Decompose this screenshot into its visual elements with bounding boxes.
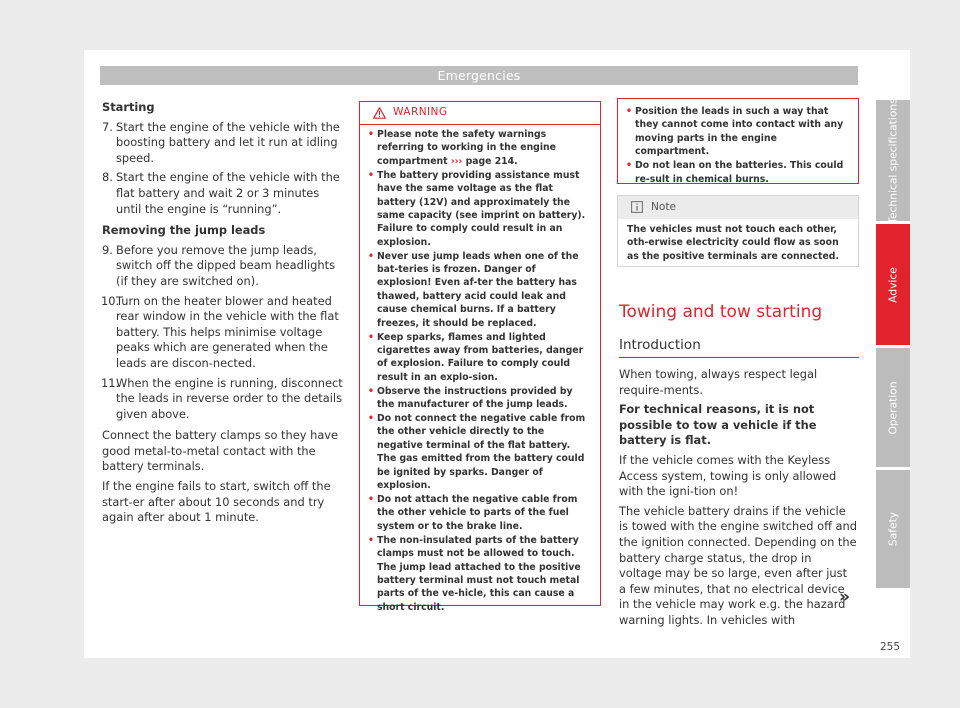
warning-item: • The non-insulated parts of the battery clamps must not be allowed to touch. The jump lead attached to the positive battery terminal must not touch metal parts of the ve-hicle, this can cause a short circuit. [368,534,592,614]
step-text: Turn on the heater blower and heated rear window in the vehicle with the flat battery. This helps minimise voltage peaks which are generated when the leads are discon-nected. [116,293,339,370]
section-subtitle: Introduction [619,337,701,353]
warning-item: • Never use jump leads when one of the bat-teries is frozen. Danger of explosion! Even af-ter the battery has thawed, battery acid could leak and cause chemical burns. If a battery freezes, it should be replaced. [368,250,592,330]
step-number: 11. [101,375,120,390]
column-towing [619,367,857,633]
note-text: The vehicles must not touch each other, oth-erwise electricity could flow as soon as the positive terminals are connected. [627,224,839,262]
page-number: 255 [880,641,901,653]
step-number: 7. [102,119,113,134]
note-box [617,195,859,267]
warning-box [359,101,601,613]
reference-arrow-icon: ››› [450,155,463,167]
warning-item: • Observe the instructions provided by the manufacturer of the jump leads. [368,385,592,412]
warning-title: WARNING [393,106,448,118]
continued-arrow-icon: » [839,587,850,607]
warning-triangle-icon [373,107,386,119]
reference-page: page 214 [462,155,515,167]
note-title: Note [651,201,677,213]
step-number: 8. [102,170,113,185]
tab-label: Operation [886,380,900,435]
list-item [102,294,344,372]
step-text: Start the engine of the vehicle with the boosting battery and let it run at idling speed. [116,119,340,165]
list-item [102,170,344,217]
warning-item: • Do not attach the negative cable from the other vehicle to parts of the fuel system or to the brake line. [368,493,592,533]
heading-removing: Removing the jump leads [102,223,266,238]
paragraph-legal: When towing, always respect legal require-ments. [619,367,818,397]
step-text: Start the engine of the vehicle with the flat battery and wait 2 or 3 minutes until the engine is “running”. [116,170,340,216]
chapter-header: Emergencies [100,66,858,85]
paragraph-flat-battery: For technical reasons, it is not possible to tow a vehicle if the battery is flat. [619,402,817,448]
warning-header [360,102,600,125]
tab-safety[interactable] [876,470,910,588]
section-title: Towing and tow starting [619,302,823,322]
warning-text: Please note the safety warnings referring to working in the engine compartment [377,129,556,167]
paragraph-clamps: Connect the battery clamps so they have good metal-to-metal contact with the battery terminals. [102,428,339,474]
info-icon [631,201,643,213]
list-item [102,376,344,423]
step-text: Before you remove the jump leads, switch off the dipped beam headlights (if they are switched on). [116,242,336,288]
column-starting [102,100,344,530]
warning-box-continued [617,98,859,184]
warning-item: • Keep sparks, flames and lighted cigarettes away from batteries, danger of explosion. Failure to comply could result in an explo-sion. [368,331,592,385]
warning-item: • The battery providing assistance must have the same voltage as the flat battery (12V) and approximately the same capacity (see imprint on battery). Failure to comply could result in an explosion. [368,169,592,249]
list-item [102,120,344,167]
warning-item: • Position the leads in such a way that they cannot come into contact with any moving parts in the engine compartment. [626,105,850,159]
list-item [102,243,344,290]
page-reference-link[interactable] [451,156,514,167]
warning-text-end: . [514,155,518,167]
tab-operation[interactable] [876,348,910,467]
tab-advice[interactable] [876,224,910,345]
paragraph-keyless: If the vehicle comes with the Keyless Access system, towing is only allowed with the igni-tion on! [619,452,837,499]
step-number: 9. [102,242,113,257]
tab-label: Technical specifications [886,97,900,224]
step-number: 10. [101,293,120,308]
step-text: When the engine is running, disconnect the leads in reverse order to the details given above. [116,375,343,421]
warning-item: • Do not lean on the batteries. This could re-sult in chemical burns. [626,159,850,186]
tab-label: Safety [886,511,900,547]
note-header [618,196,858,219]
tab-label: Advice [886,266,900,303]
paragraph-battery-drain: The vehicle battery drains if the vehicle is towed with the engine switched off and the ignition connected. Depending on the battery charge status, the drop in voltage may be so large, even after just a few minutes, that no electrical device in the vehicle may work e.g. the hazard warning lights. In vehicles with [619,503,857,627]
warning-item [368,128,592,168]
tab-technical-specifications[interactable] [876,97,910,224]
warning-body [360,125,600,614]
heading-starting: Starting [102,100,155,114]
paragraph-retry: If the engine fails to start, switch off the start-er after about 10 seconds and try again after about 1 minute. [102,479,331,525]
warning-body [618,99,858,186]
section-divider [619,357,859,358]
warning-item: • Do not connect the negative cable from the other vehicle directly to the negative terminal of the flat battery. The gas emitted from the battery could be ignited by sparks. Danger of explosion. [368,412,592,492]
